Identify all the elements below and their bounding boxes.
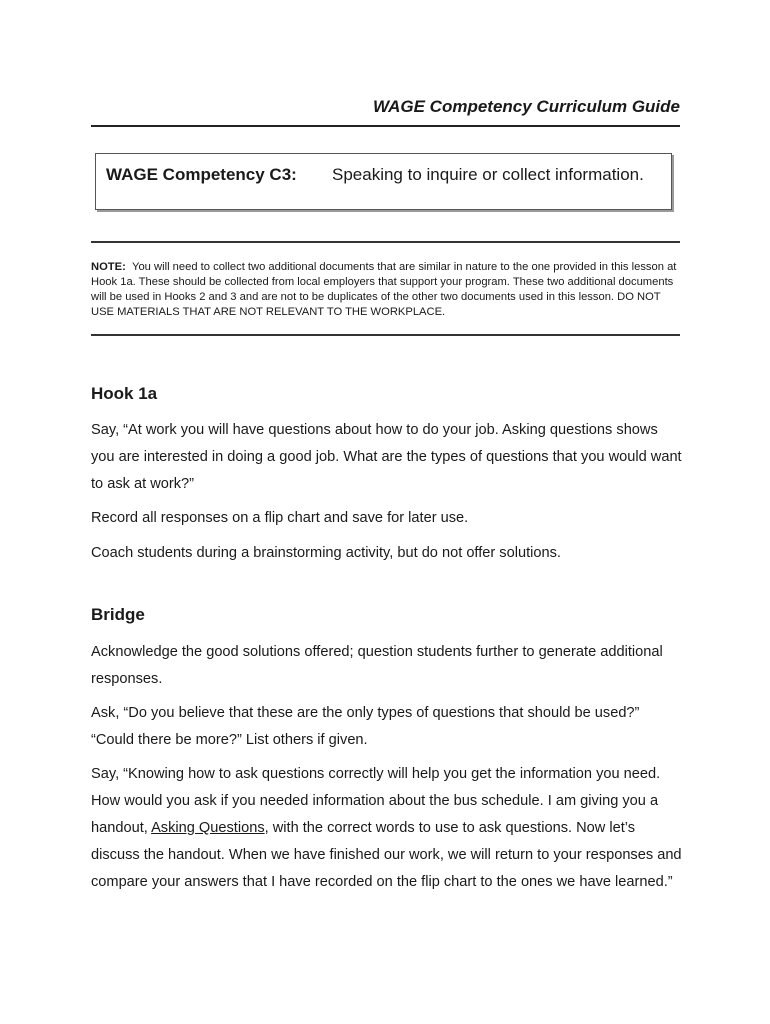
note-block (91, 260, 680, 320)
competency-description: Speaking to inquire or collect information. (332, 165, 644, 184)
hook-paragraph-3: Coach students during a brainstorming activity, but do not offer solutions. (91, 545, 561, 561)
bridge-paragraph-2: Ask, “Do you believe that these are the only types of questions that should be used?” “Could there be more?” List others if given. (91, 705, 640, 748)
note-label: NOTE: (91, 261, 126, 273)
bridge-paragraph-3-start: Say, “Knowing how to ask questions correctly will help you get the information you need. How would you ask if you needed information about the bus schedule. I am giving you a handout, (91, 766, 661, 836)
hook-paragraph-2: Record all responses on a flip chart and save for later use. (91, 510, 469, 526)
competency-label: WAGE Competency C3: (106, 165, 297, 184)
hook-heading: Hook 1a (91, 384, 158, 403)
note-rule-top (91, 241, 680, 243)
note-rule-bottom (91, 334, 680, 336)
asking-questions-link[interactable]: Asking Questions (151, 820, 265, 836)
note-text: You will need to collect two additional documents that are similar in nature to the one provided in this lesson at Hook 1a. These should be collected from local employers that support your program. These two additional documents will be used in Hooks 2 and 3 and are not to be duplicates of the other two documents used in this lesson. DO NOT USE MATERIALS THAT ARE NOT RELEVANT TO THE WORKPLACE. (91, 261, 677, 318)
header-rule (91, 125, 680, 127)
bridge-paragraph-3-end: , with the correct words to use to ask questions. Now let’s discuss the handout. When we have finished our work, we will return to your responses and compare your answers that I have recorded on the flip chart to the ones we have learned.” (91, 820, 682, 890)
competency-box (95, 153, 672, 210)
bridge-paragraph-3 (91, 761, 683, 896)
bridge-heading: Bridge (91, 605, 145, 624)
page-header-title: WAGE Competency Curriculum Guide (373, 97, 680, 116)
bridge-paragraph-1: Acknowledge the good solutions offered; question students further to generate additional responses. (91, 644, 663, 687)
hook-paragraph-1: Say, “At work you will have questions about how to do your job. Asking questions shows you are interested in doing a good job. What are the types of questions that you would want to ask at work?” (91, 422, 682, 492)
